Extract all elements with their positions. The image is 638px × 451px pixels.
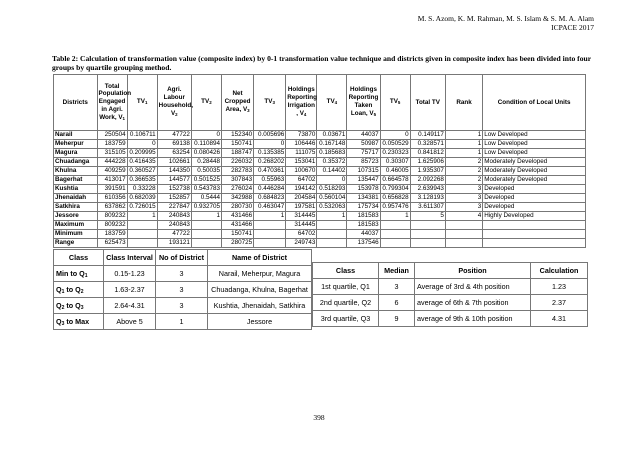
cell-rank: 2 (445, 176, 482, 185)
cell-condition (483, 230, 586, 239)
table-row (54, 314, 312, 330)
cell-rank: 2 (445, 158, 482, 167)
cell-v2: 240843 (157, 212, 191, 221)
quartile-col-header: Position (415, 263, 531, 279)
cell-tv3: 0.005696 (254, 131, 286, 140)
cell-district: Minimum (54, 230, 98, 239)
table-row (54, 230, 586, 239)
col-v4: Holdings Reporting Irrigation , $V_4$ (286, 75, 317, 131)
cell-v5: 50987 (347, 140, 380, 149)
table-caption: Table 2: Calculation of transformation value (composite index) by 0-1 transformation value technique and districts given in composite index has been divided into four groups by quartile grouping method. (52, 54, 591, 72)
cell-v1: 413017 (97, 176, 127, 185)
cell-rank (445, 221, 482, 230)
table-row (54, 140, 586, 149)
cell-tv5: 0.050529 (380, 140, 410, 149)
header-authors: M. S. Azom, K. M. Rahman, M. S. Islam & S. M. A. Alam (417, 14, 594, 23)
cell-total-tv: 2.092268 (410, 176, 445, 185)
cell-v5: 134381 (347, 194, 380, 203)
quartile-class: 2nd quartile, Q2 (313, 295, 379, 311)
transformation-table-body (54, 131, 586, 248)
cell-district: Satkhira (54, 203, 98, 212)
cell-v4: 197581 (286, 203, 317, 212)
col-v5: Holdings Reporting Taken Loan, $V_5$ (347, 75, 380, 131)
cell-district: Magura (54, 149, 98, 158)
cell-rank: 3 (445, 194, 482, 203)
cell-v4: 64702 (286, 230, 317, 239)
table-row (54, 203, 586, 212)
cell-tv2: 0.501525 (191, 176, 221, 185)
cell-condition: Highly Developed (483, 212, 586, 221)
cell-v2: 144577 (157, 176, 191, 185)
col-tv2: $TV_2$ (191, 75, 221, 131)
class-table-header (54, 250, 312, 266)
cell-v1: 183759 (97, 230, 127, 239)
class-label: $Q_2$ to $Q_3$ (54, 298, 104, 314)
cell-tv5: 0.230323 (380, 149, 410, 158)
cell-v2: 69138 (157, 140, 191, 149)
col-tv1: $TV_1$ (127, 75, 157, 131)
class-interval: 0.15-1.23 (104, 266, 156, 282)
cell-tv1 (127, 230, 157, 239)
col-tv3: $TV_3$ (254, 75, 286, 131)
cell-tv1: 0.33228 (127, 185, 157, 194)
cell-tv1: 1 (127, 212, 157, 221)
cell-v4: 314445 (286, 221, 317, 230)
cell-district: Maximum (54, 221, 98, 230)
table-row (54, 212, 586, 221)
cell-v2: 193121 (157, 239, 191, 248)
cell-v3: 150741 (221, 140, 253, 149)
cell-total-tv: 0.841812 (410, 149, 445, 158)
cell-v2: 47722 (157, 131, 191, 140)
cell-total-tv: 5 (410, 212, 445, 221)
cell-tv1: 0.366535 (127, 176, 157, 185)
class-col-header: No of District (156, 250, 208, 266)
cell-v5: 75717 (347, 149, 380, 158)
cell-v3: 152340 (221, 131, 253, 140)
quartile-median: 3 (379, 279, 415, 295)
cell-v2: 152857 (157, 194, 191, 203)
cell-v3: 188747 (221, 149, 253, 158)
cell-tv4: 0.14402 (317, 167, 347, 176)
cell-tv4: 0 (317, 176, 347, 185)
cell-tv2: 0 (191, 131, 221, 140)
cell-v1: 637862 (97, 203, 127, 212)
cell-tv4: 0.35372 (317, 158, 347, 167)
cell-tv3 (254, 221, 286, 230)
class-col-header: Class Interval (104, 250, 156, 266)
cell-tv1: 0.682039 (127, 194, 157, 203)
cell-district: Jessore (54, 212, 98, 221)
header-venue: ICPACE 2017 (551, 23, 594, 32)
class-interval: 2.64-4.31 (104, 298, 156, 314)
cell-tv4 (317, 239, 347, 248)
col-total-tv: Total TV (410, 75, 445, 131)
cell-v4: 314445 (286, 212, 317, 221)
quartile-col-header: Class (313, 263, 379, 279)
cell-v4: 249743 (286, 239, 317, 248)
cell-tv1: 0.209995 (127, 149, 157, 158)
col-rank: Rank (445, 75, 482, 131)
cell-tv5: 0.46005 (380, 167, 410, 176)
cell-tv3: 0 (254, 140, 286, 149)
class-label: Min to $Q_1$ (54, 266, 104, 282)
cell-tv3: 0.470361 (254, 167, 286, 176)
cell-condition: Low Developed (483, 149, 586, 158)
cell-tv4: 0.167148 (317, 140, 347, 149)
cell-v1: 809232 (97, 221, 127, 230)
cell-rank: 4 (445, 212, 482, 221)
cell-rank (445, 230, 482, 239)
col-v2: Agri. Labour Household, $V_2$ (157, 75, 191, 131)
col-condition: Condition of Local Units (483, 75, 586, 131)
cell-total-tv: 0.149117 (410, 131, 445, 140)
cell-v1: 809232 (97, 212, 127, 221)
cell-condition: Moderately Developed (483, 176, 586, 185)
cell-condition: Moderately Developed (483, 167, 586, 176)
col-v1: Total Population Engaged in Agri. Work, $V_1$ (97, 75, 127, 131)
table-row (54, 266, 312, 282)
table-row (313, 279, 588, 295)
cell-v5: 44037 (347, 131, 380, 140)
table-row (54, 149, 586, 158)
cell-v2: 227847 (157, 203, 191, 212)
quartile-table (312, 262, 588, 327)
cell-condition: Developed (483, 185, 586, 194)
cell-tv2: 0.110894 (191, 140, 221, 149)
cell-tv4: 0.532063 (317, 203, 347, 212)
cell-v3: 282783 (221, 167, 253, 176)
cell-rank: 1 (445, 131, 482, 140)
quartile-class: 1st quartile, Q1 (313, 279, 379, 295)
class-interval-table (53, 249, 312, 330)
cell-v4: 64702 (286, 176, 317, 185)
cell-tv3: 0.684823 (254, 194, 286, 203)
class-count: 3 (156, 282, 208, 298)
cell-v5: 181583 (347, 212, 380, 221)
class-table-body (54, 266, 312, 330)
cell-tv1 (127, 239, 157, 248)
class-count: 3 (156, 266, 208, 282)
quartile-median: 6 (379, 295, 415, 311)
cell-total-tv (410, 239, 445, 248)
table-row (54, 282, 312, 298)
cell-tv4: 0.518293 (317, 185, 347, 194)
running-header (418, 14, 594, 32)
col-districts: Districts (54, 75, 98, 131)
quartile-col-header: Calculation (531, 263, 588, 279)
cell-v2: 47722 (157, 230, 191, 239)
class-count: 3 (156, 298, 208, 314)
cell-tv4: 1 (317, 212, 347, 221)
cell-district: Khulna (54, 167, 98, 176)
cell-rank: 3 (445, 203, 482, 212)
cell-v1: 183759 (97, 140, 127, 149)
cell-tv3: 1 (254, 212, 286, 221)
table-row (54, 221, 586, 230)
table-row (54, 158, 586, 167)
class-names: Jessore (208, 314, 312, 330)
cell-v4: 73870 (286, 131, 317, 140)
cell-v5: 181583 (347, 221, 380, 230)
cell-tv2: 0.080426 (191, 149, 221, 158)
cell-v1: 315105 (97, 149, 127, 158)
cell-tv2 (191, 230, 221, 239)
class-col-header: Class (54, 250, 104, 266)
cell-condition: Developed (483, 203, 586, 212)
cell-v4: 111075 (286, 149, 317, 158)
cell-tv2 (191, 239, 221, 248)
class-count: 1 (156, 314, 208, 330)
cell-v5: 44037 (347, 230, 380, 239)
cell-rank: 3 (445, 185, 482, 194)
cell-condition (483, 239, 586, 248)
cell-tv5: 0.664578 (380, 176, 410, 185)
cell-tv5 (380, 230, 410, 239)
cell-tv5: 0.957476 (380, 203, 410, 212)
cell-tv3: 0.446284 (254, 185, 286, 194)
class-names: Narail, Meherpur, Magura (208, 266, 312, 282)
cell-tv3: 0.55963 (254, 176, 286, 185)
quartile-median: 9 (379, 311, 415, 327)
cell-tv2: 0.50035 (191, 167, 221, 176)
cell-v3: 307843 (221, 176, 253, 185)
col-tv5: $TV_5$ (380, 75, 410, 131)
quartile-col-header: Median (379, 263, 415, 279)
table-row (54, 131, 586, 140)
quartile-calculation: 4.31 (531, 311, 588, 327)
quartile-table-body (313, 279, 588, 327)
cell-v1: 250504 (97, 131, 127, 140)
cell-v3: 342988 (221, 194, 253, 203)
col-v3: Net Cropped Area, $V_3$ (221, 75, 253, 131)
cell-tv1: 0 (127, 140, 157, 149)
cell-tv5: 1 (380, 212, 410, 221)
cell-v2: 240843 (157, 221, 191, 230)
table-row (313, 295, 588, 311)
cell-total-tv (410, 221, 445, 230)
cell-tv3 (254, 239, 286, 248)
cell-tv4: 0.03671 (317, 131, 347, 140)
cell-condition (483, 221, 586, 230)
page-number: 398 (313, 413, 325, 422)
cell-tv2: 0.932705 (191, 203, 221, 212)
cell-total-tv: 2.639943 (410, 185, 445, 194)
cell-tv4: 0.560104 (317, 194, 347, 203)
cell-total-tv: 3.611307 (410, 203, 445, 212)
cell-tv1: 0.106711 (127, 131, 157, 140)
cell-v4: 106446 (286, 140, 317, 149)
cell-tv5: 0 (380, 131, 410, 140)
cell-tv5: 0.799304 (380, 185, 410, 194)
quartile-calculation: 2.37 (531, 295, 588, 311)
cell-rank: 1 (445, 149, 482, 158)
cell-condition: Low Developed (483, 131, 586, 140)
cell-total-tv: 3.128193 (410, 194, 445, 203)
cell-tv2: 1 (191, 212, 221, 221)
cell-tv3: 0.268202 (254, 158, 286, 167)
cell-district: Bagerhat (54, 176, 98, 185)
cell-v3: 276024 (221, 185, 253, 194)
table-row (54, 176, 586, 185)
cell-v5: 137546 (347, 239, 380, 248)
cell-v3: 280725 (221, 239, 253, 248)
cell-v5: 85723 (347, 158, 380, 167)
cell-condition: Low Developed (483, 140, 586, 149)
cell-v3: 431466 (221, 221, 253, 230)
cell-v5: 153978 (347, 185, 380, 194)
cell-tv1: 0.726015 (127, 203, 157, 212)
cell-v1: 409259 (97, 167, 127, 176)
quartile-calculation: 1.23 (531, 279, 588, 295)
cell-tv1: 0.360527 (127, 167, 157, 176)
col-tv4: $TV_4$ (317, 75, 347, 131)
cell-condition: Developed (483, 194, 586, 203)
table-row (54, 167, 586, 176)
cell-tv3 (254, 230, 286, 239)
class-col-header: Name of District (208, 250, 312, 266)
cell-district: Chuadanga (54, 158, 98, 167)
cell-v3: 431466 (221, 212, 253, 221)
cell-v1: 625473 (97, 239, 127, 248)
cell-tv5: 0.656828 (380, 194, 410, 203)
class-label: $Q_1$ to $Q_2$ (54, 282, 104, 298)
quartile-table-header (313, 263, 588, 279)
quartile-position: average of 9th & 10th position (415, 311, 531, 327)
cell-tv4 (317, 221, 347, 230)
table-row (313, 311, 588, 327)
cell-tv5: 0.30307 (380, 158, 410, 167)
cell-v2: 152738 (157, 185, 191, 194)
cell-v2: 63254 (157, 149, 191, 158)
cell-rank: 1 (445, 140, 482, 149)
class-names: Chuadanga, Khulna, Bagerhat (208, 282, 312, 298)
cell-tv2: 0.5444 (191, 194, 221, 203)
cell-v3: 280730 (221, 203, 253, 212)
cell-tv3: 0.135385 (254, 149, 286, 158)
cell-v4: 153041 (286, 158, 317, 167)
transformation-table (53, 74, 586, 248)
cell-v4: 194142 (286, 185, 317, 194)
cell-total-tv: 1.935307 (410, 167, 445, 176)
cell-v5: 107315 (347, 167, 380, 176)
cell-rank: 2 (445, 167, 482, 176)
cell-v4: 100670 (286, 167, 317, 176)
cell-condition: Moderately Developed (483, 158, 586, 167)
table-row (54, 194, 586, 203)
cell-total-tv: 0.328571 (410, 140, 445, 149)
cell-total-tv (410, 230, 445, 239)
cell-v2: 102661 (157, 158, 191, 167)
cell-tv4 (317, 230, 347, 239)
cell-v5: 175734 (347, 203, 380, 212)
class-names: Kushtia, Jhenaidah, Satkhira (208, 298, 312, 314)
cell-tv5 (380, 221, 410, 230)
quartile-position: average of 6th & 7th position (415, 295, 531, 311)
cell-district: Range (54, 239, 98, 248)
table-row (54, 239, 586, 248)
quartile-position: Average of 3rd & 4th position (415, 279, 531, 295)
cell-district: Narail (54, 131, 98, 140)
cell-rank (445, 239, 482, 248)
table-row (54, 298, 312, 314)
class-interval: Above 5 (104, 314, 156, 330)
quartile-class: 3rd quartile, Q3 (313, 311, 379, 327)
cell-v1: 610356 (97, 194, 127, 203)
cell-v2: 144350 (157, 167, 191, 176)
cell-tv2 (191, 221, 221, 230)
cell-tv1: 0.416435 (127, 158, 157, 167)
cell-v3: 226032 (221, 158, 253, 167)
cell-v5: 135447 (347, 176, 380, 185)
cell-total-tv: 1.625906 (410, 158, 445, 167)
cell-district: Kushtia (54, 185, 98, 194)
cell-v4: 204584 (286, 194, 317, 203)
cell-v1: 391591 (97, 185, 127, 194)
class-interval: 1.63-2.37 (104, 282, 156, 298)
cell-v1: 444228 (97, 158, 127, 167)
cell-tv2: 0.543783 (191, 185, 221, 194)
cell-tv5 (380, 239, 410, 248)
cell-district: Meherpur (54, 140, 98, 149)
cell-tv1 (127, 221, 157, 230)
cell-district: Jhenaidah (54, 194, 98, 203)
table-row (54, 185, 586, 194)
class-label: $Q_3$ to Max (54, 314, 104, 330)
cell-tv4: 0.185683 (317, 149, 347, 158)
cell-tv3: 0.463047 (254, 203, 286, 212)
cell-tv2: 0.28448 (191, 158, 221, 167)
cell-v3: 150741 (221, 230, 253, 239)
